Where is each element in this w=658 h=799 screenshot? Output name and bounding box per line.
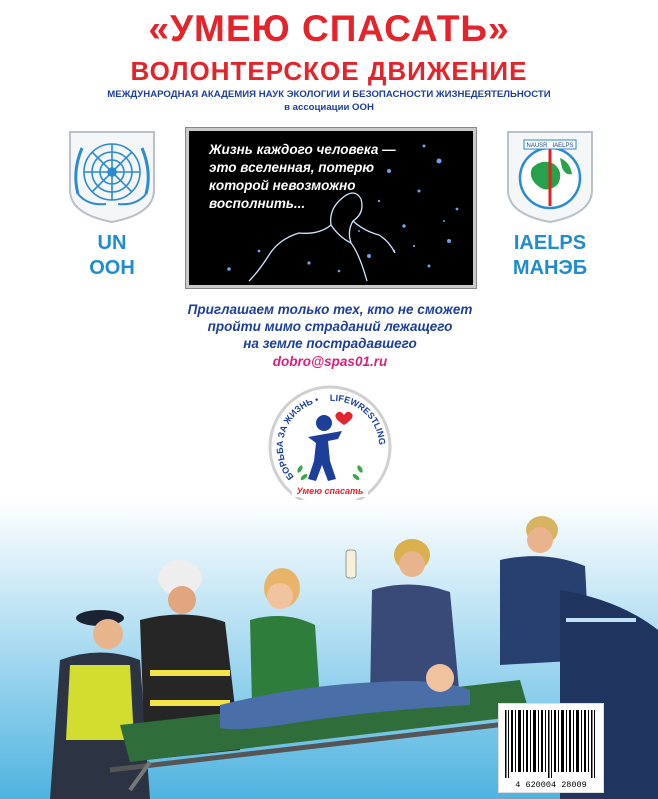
un-emblem-icon — [64, 128, 160, 224]
academy-name: МЕЖДУНАРОДНАЯ АКАДЕМИЯ НАУК ЭКОЛОГИИ И БЕЗОПАСНОСТИ ЖИЗНЕДЕЯТЕЛЬНОСТИ — [107, 89, 551, 100]
barcode-digits: 4 620004 28009 — [515, 780, 587, 790]
iaelps-banner-right: IAELPS — [552, 143, 574, 149]
invitation-text — [140, 301, 520, 352]
badge-caption: Умею спасать — [296, 486, 364, 496]
un-caption — [52, 231, 172, 281]
iaelps-caption-ru: МАНЭБ — [512, 257, 588, 279]
barcode — [498, 703, 604, 793]
badge-ring-ru: БОРЬБА ЗА ЖИЗНЬ • — [274, 394, 320, 482]
contact-email-link[interactable]: dobro@spas01.ru — [272, 354, 388, 369]
iaelps-banner-left: NAUSR — [526, 143, 548, 149]
association-line: в ассоциации ООН — [284, 102, 374, 113]
un-caption-en: UN — [97, 232, 127, 254]
quote-illustration — [186, 128, 476, 288]
iaelps-caption — [490, 231, 610, 281]
badge-ring-en: LIFEWRESTLING — [329, 392, 388, 446]
iaelps-caption-en: IAELPS — [513, 232, 587, 254]
quote-text — [209, 141, 409, 213]
invite-line-3: на земле пострадавшего — [243, 336, 417, 351]
quote-line-3: которой невозможно — [209, 178, 356, 193]
poster-title: «УМЕЮ СПАСАТЬ» — [148, 8, 510, 49]
quote-line-1: Жизнь каждого человека — — [209, 142, 396, 157]
invite-line-2: пройти мимо страданий лежащего — [207, 319, 453, 334]
quote-line-4: восполнить... — [209, 196, 306, 211]
invite-line-1: Приглашаем только тех, кто не сможет — [187, 302, 473, 317]
barcode-bars-icon — [499, 704, 603, 792]
un-caption-ru: ООН — [89, 257, 135, 279]
quote-line-2: это вселенная, потерю — [209, 160, 375, 175]
iaelps-emblem-icon — [502, 128, 598, 224]
poster-subtitle: ВОЛОНТЕРСКОЕ ДВИЖЕНИЕ — [130, 56, 528, 86]
lifewrestling-badge-icon — [268, 385, 392, 509]
